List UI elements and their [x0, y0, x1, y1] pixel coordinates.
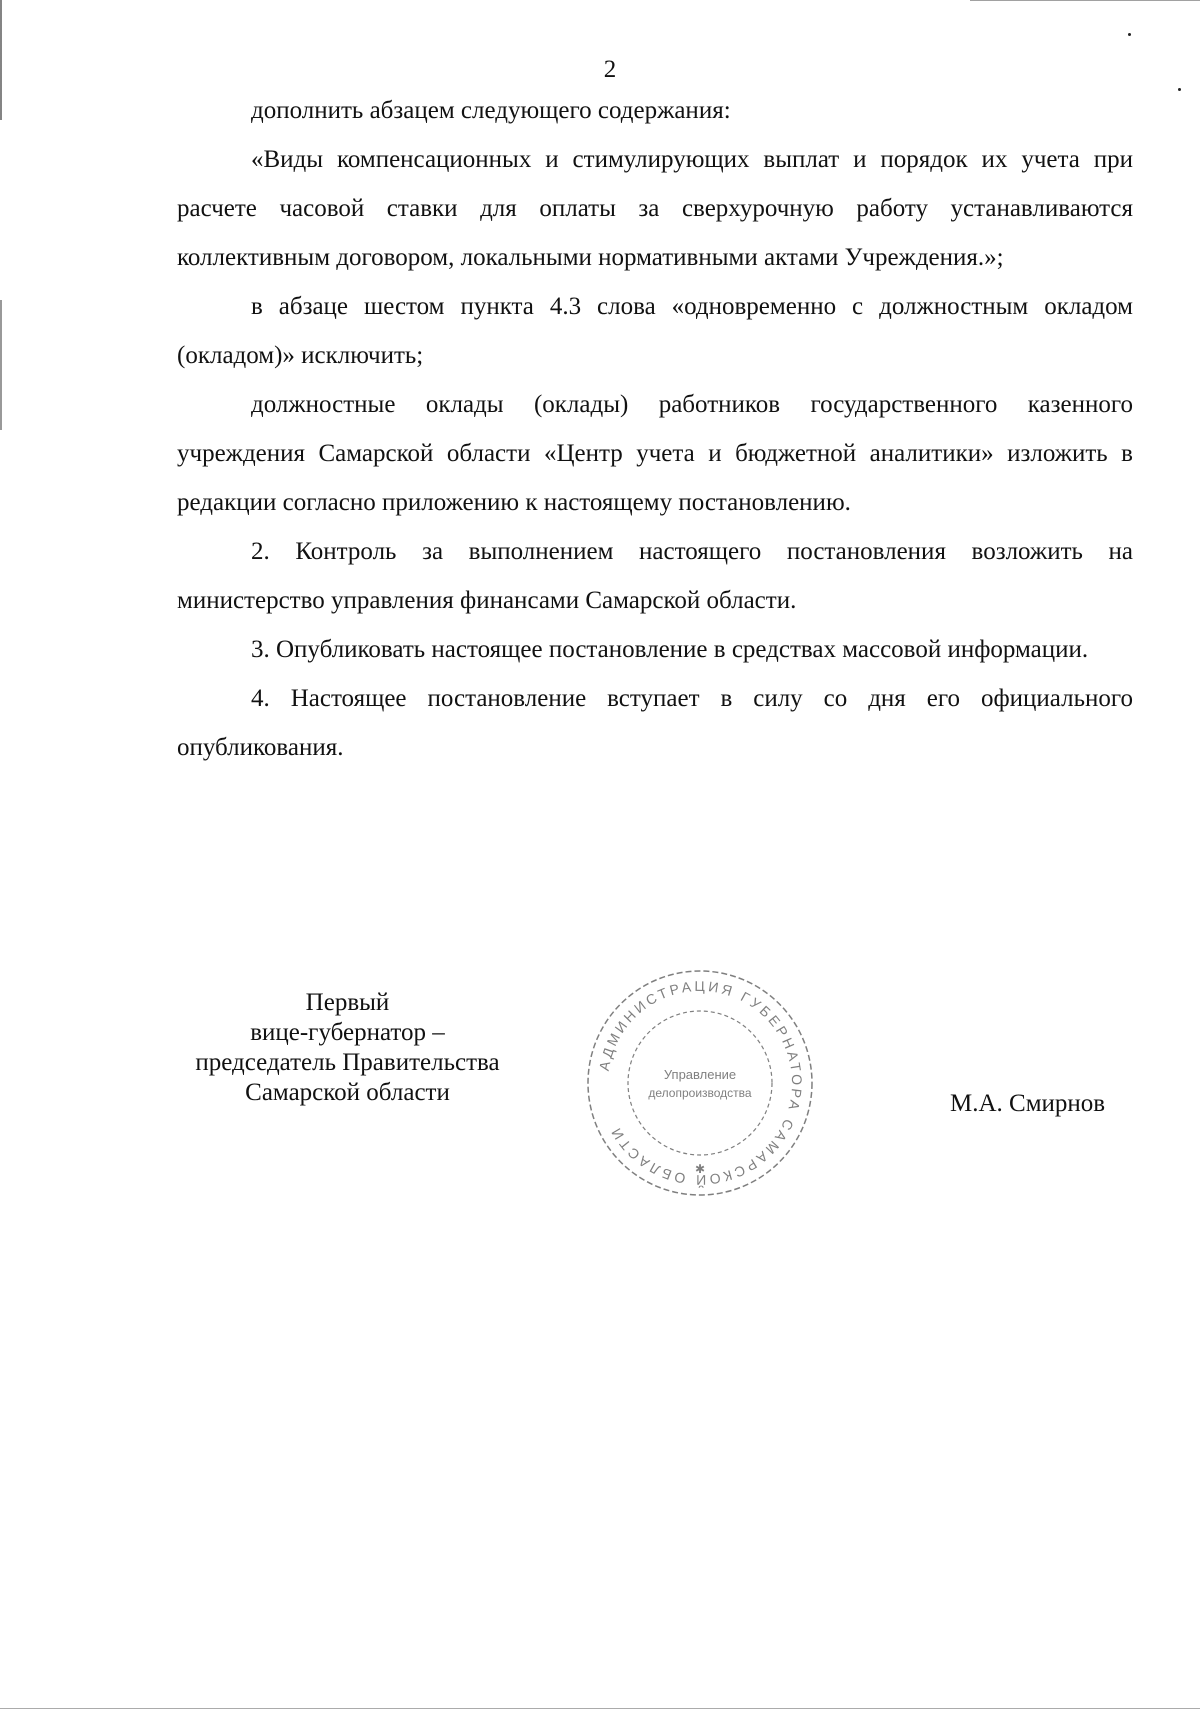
- paragraph: в абзаце шестом пункта 4.3 слова «одновременно с должностным окладом (окладом)» исключить;: [177, 293, 1133, 369]
- paragraph: 2. Контроль за выполнением настоящего постановления возложить на министерство управления финансами Самарской области.: [177, 538, 1133, 614]
- stamp-seal: [580, 963, 820, 1203]
- page-number: 2: [603, 56, 617, 83]
- scan-edge-left: [0, 0, 2, 1711]
- stamp-inner-line: Управление: [663, 1067, 737, 1082]
- stamp-inner-line: делопроизводства: [648, 1086, 752, 1100]
- paragraph: 3. Опубликовать настоящее постановление в средствах массовой информации.: [251, 636, 1089, 663]
- signer-name: М.А. Смирнов: [950, 1090, 1106, 1117]
- paragraph: 4. Настоящее постановление вступает в силу со дня его официального опубликования.: [177, 685, 1133, 761]
- signatory-title-line: Самарской области: [245, 1079, 450, 1106]
- signatory-title-line: председатель Правительства: [195, 1049, 500, 1076]
- stamp-star-icon: ✱: [694, 1162, 706, 1176]
- scan-speck: [1128, 33, 1131, 36]
- signatory-title-line: Первый: [305, 989, 390, 1016]
- paragraph: должностные оклады (оклады) работников государственного казенного учреждения Самарской области «Центр учета и бюджетной аналитики» изложить в редакции согласно приложению к настоящему постановлению.: [177, 391, 1133, 516]
- scan-edge-top: [970, 0, 1200, 1]
- scan-speck: [1178, 88, 1181, 91]
- paragraph: «Виды компенсационных и стимулирующих выплат и порядок их учета при расчете часовой ставки для оплаты за сверхурочную работу устанавливаются коллективным договором, локальными нормативными актами Учреждения.»;: [177, 146, 1133, 271]
- document-body: [177, 86, 1133, 772]
- stamp-inner-ring: [628, 1011, 772, 1155]
- stamp-ring-text: АДМИНИСТРАЦИЯ ГУБЕРНАТОРА САМАРСКОЙ ОБЛАСТИ: [595, 977, 806, 1189]
- scan-edge-bottom: [0, 1708, 1200, 1709]
- signatory-title-line: вице-губернатор –: [250, 1019, 445, 1046]
- official-stamp: [580, 963, 820, 1203]
- signatory-title: [170, 988, 525, 1108]
- paragraph: дополнить абзацем следующего содержания:: [251, 97, 731, 124]
